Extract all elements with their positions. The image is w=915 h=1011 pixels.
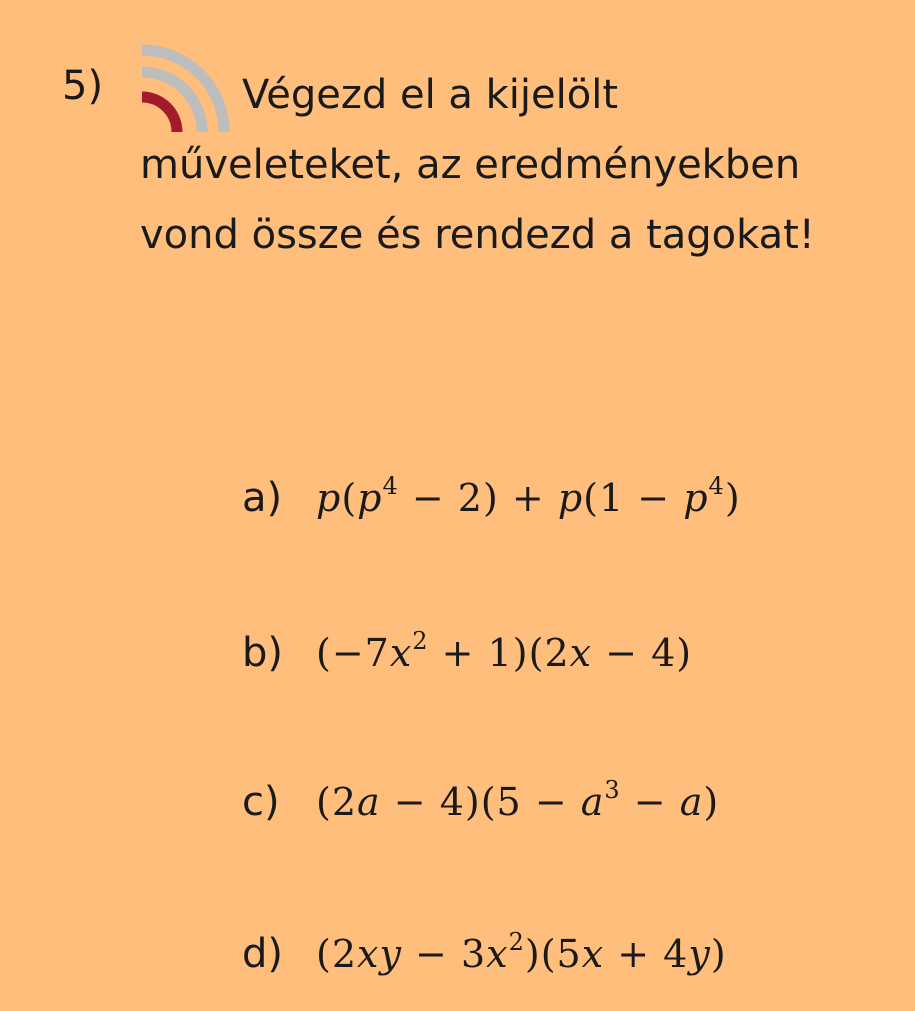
exercise-expression: $(2xy - 3x^2)(5x + 4y)$	[316, 928, 727, 976]
task-number: 5)	[62, 63, 104, 109]
exercise-label: a)	[242, 475, 283, 521]
exercise-b	[242, 623, 692, 683]
exercise-expression: $p(p^4 - 2) + p(1 - p^4)$	[316, 472, 741, 520]
exercise-label: d)	[242, 931, 283, 977]
task-instruction: Végezd el a kijelölt műveleteket, az eredményekben vond össze és rendezd a tagokat!	[140, 72, 815, 258]
exercise-d	[242, 924, 727, 984]
exercise-a	[242, 468, 741, 528]
exercise-label: b)	[242, 630, 283, 676]
exercise-expression: $(-7x^2 + 1)(2x - 4)$	[316, 627, 693, 675]
exercise-c	[242, 772, 719, 832]
exercise-label: c)	[242, 779, 280, 825]
exercise-expression: $(2a - 4)(5 - a^3 - a)$	[316, 776, 720, 824]
